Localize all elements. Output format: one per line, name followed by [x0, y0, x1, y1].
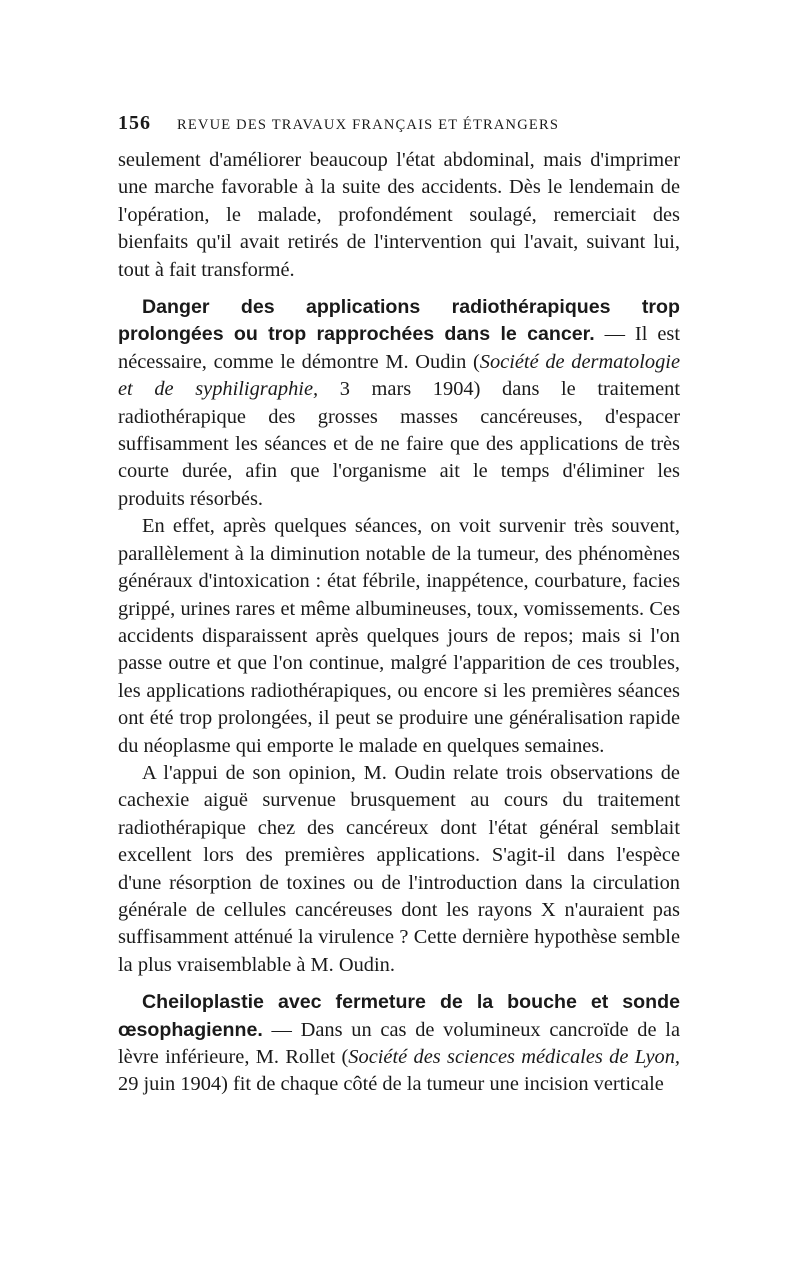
section-cheiloplasty — [118, 989, 680, 1099]
section-cheiloplasty-citation: Société des sciences médicales de Lyon, — [348, 1046, 681, 1068]
running-head-title: REVUE DES TRAVAUX FRANÇAIS ET ÉTRANGERS — [177, 117, 560, 133]
page-number: 156 — [118, 112, 151, 134]
section-radiotherapy-paragraph-2: En effet, après quelques séances, on voit survenir très souvent, parallèlement à la diminution notable de la tumeur, des phénomènes généraux d'intoxication : état fébrile, inappétence, courbature, facies grippé, urines rares et même albumineuses, toux, vomissements. Ces accidents disparaissent après quelques jours de repos; mais si l'on passe outre et que l'on continue, malgré l'apparition de ces troubles, les applications radiothérapiques, ou encore si les premières séances ont été trop prolongées, il peut se produire une généralisation rapide du néoplasme qui emporte le malade en quelques semaines. — [118, 515, 680, 757]
section-radiotherapy-paragraph-1 — [118, 294, 680, 513]
section-radiotherapy — [118, 294, 680, 979]
section-cheiloplasty-lead-in: — Dans un cas de volumineux cancroïde de la lèvre inférieure, M. Rollet ( — [118, 1018, 680, 1068]
section-radiotherapy-citation: Société de dermatologie et de syphiligraphie, — [118, 350, 681, 401]
section-radiotherapy-heading: Danger des applications radiothérapiques trop prolongées ou trop rapprochées dans le cancer. — [118, 296, 680, 346]
book-page — [118, 112, 680, 1099]
section-cheiloplasty-paragraph — [118, 989, 680, 1099]
section-cheiloplasty-after-citation: 29 juin 1904) fit de chaque côté de la tumeur une incision verticale — [118, 1073, 664, 1096]
section-radiotherapy-paragraph-3: A l'appui de son opinion, M. Oudin relate trois observations de cachexie aiguë survenue brusquement au cours du traitement radiothérapique chez des cancéreux dont l'état général semblait excellent lors des premières applications. S'agit-il dans l'espèce d'une résorption de toxines ou de l'introduction dans la circulation générale de cellules cancéreuses dont les rayons X n'auraient pas suffisamment atténué la virulence ? Cette dernière hypothèse semble la plus vraisemblable à M. Oudin. — [118, 761, 680, 976]
section-cheiloplasty-heading: Cheiloplastie avec fermeture de la bouche et sonde œsophagienne. — [118, 991, 680, 1041]
intro-paragraph: seulement d'améliorer beaucoup l'état abdominal, mais d'imprimer une marche favorable à la suite des accidents. Dès le lendemain de l'opération, le malade, profondément soulagé, remerciait des bienfaits qu'il avait retirés de l'intervention qui l'avait, suivant lui, tout à fait transformé. — [118, 149, 680, 281]
section-radiotherapy-after-citation: 3 mars 1904) dans le traitement radiothérapique des grosses masses cancéreuses, d'espacer suffisamment les séances et de ne faire que des applications de très courte durée, afin que l'organisme ait le temps d'éliminer les produits résorbés. — [118, 378, 680, 510]
section-radiotherapy-lead-in: — Il est nécessaire, comme le démontre M. Oudin ( — [118, 323, 680, 373]
running-head — [118, 112, 680, 135]
